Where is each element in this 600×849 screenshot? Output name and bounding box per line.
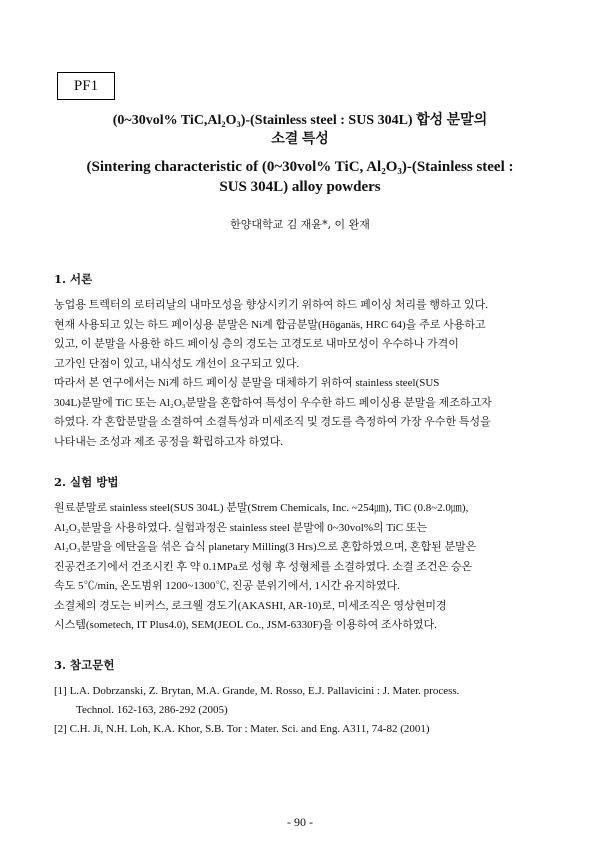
section-1-line: 있고, 이 분말을 사용한 하드 페이싱 층의 경도는 고경도로 내마모성이 우수하나 가격이	[54, 338, 459, 350]
korean-title	[40, 111, 560, 149]
english-title-line-2: SUS 304L) alloy powders	[219, 179, 381, 195]
section-2-line: 원료분말로 stainless steel(SUS 304L) 분말(Strem Chemicals, Inc. ~254㎛), TiC (0.8~2.0㎛),	[54, 502, 469, 514]
section-1-body	[54, 296, 554, 452]
reference-item: [1] L.A. Dobrzanski, Z. Brytan, M.A. Grande, M. Rosso, E.J. Pallavicini : J. Mater. process.	[54, 685, 460, 697]
section-2-line: Al₂O₃분말을 사용하였다. 실험과정은 stainless steel 분말에 0~30vol%의 TiC 또는	[54, 521, 428, 534]
section-1-line: 304L)분말에 TiC 또는 Al₂O₃분말을 혼합하여 특성이 우수한 하드 페이싱용 분말을 제조하고자	[54, 396, 492, 409]
section-2-line: Al₂O₃분말을 에탄올을 섞은 습식 planetary Milling(3 Hrs)으로 혼합하였으며, 혼합된 분말은	[54, 541, 477, 553]
section-2-line: 진공건조기에서 건조시킨 후 약 0.1MPa로 성형 후 성형체를 소결하였다. 소결 조건은 승온	[54, 560, 473, 573]
section-2-line: 속도 5℃/min, 온도범위 1200~1300℃, 진공 분위기에서, 1시간 유지하였다.	[54, 580, 400, 592]
section-2-line: 소결체의 경도는 비커스, 로크웰 경도기(AKASHI, AR-10)로, 미세조직은 영상현미경	[54, 599, 447, 612]
section-1-heading: 1. 서론	[54, 272, 93, 286]
section-1-line: 현재 사용되고 있는 하드 페이싱용 분말은 Ni계 합금분말(Höganäs, HRC 64)을 주로 사용하고	[54, 318, 486, 331]
references-list	[54, 682, 554, 739]
section-2-heading: 2. 실험 방법	[54, 475, 119, 489]
section-2-body	[54, 499, 554, 636]
section-3-heading: 3. 참고문헌	[54, 658, 115, 672]
section-1-line: 나타내는 조성과 제조 공정을 확립하고자 하였다.	[54, 435, 284, 448]
section-1-line: 따라서 본 연구에서는 Ni계 하드 페이싱 분말을 대체하기 위하여 stainless steel(SUS	[54, 377, 440, 389]
page-number: - 90 -	[287, 815, 313, 829]
english-title-line-1: (Sintering characteristic of (0~30vol% TiC, Al₂O₃)-(Stainless steel :	[86, 159, 514, 175]
section-1-line: 농업용 트렉터의 로터리날의 내마모성을 향상시키기 위하여 하드 페이싱 처리를 행하고 있다.	[54, 299, 489, 311]
korean-title-line-1: (0~30vol% TiC,Al₂O₃)-(Stainless steel : SUS 304L) 합성 분말의	[112, 113, 488, 128]
reference-item: [2] C.H. Ji, N.H. Loh, K.A. Khor, S.B. Tor : Mater. Sci. and Eng. A311, 74-82 (2001)	[54, 723, 430, 735]
authors: 한양대학교 김 재윤*, 이 완재	[230, 218, 370, 231]
section-1-line: 고가인 단점이 있고, 내식성도 개선이 요구되고 있다.	[54, 357, 300, 370]
section-2-line: 시스템(sometech, IT Plus4.0), SEM(JEOL Co., JSM-6330F)을 이용하여 조사하였다.	[54, 619, 437, 631]
english-title	[40, 157, 560, 197]
section-1-line: 하였다. 각 혼합분말을 소결하여 소결특성과 미세조직 및 경도를 측정하여 가장 우수한 특성을	[54, 416, 491, 428]
reference-item-continuation: Technol. 162-163, 286-292 (2005)	[76, 704, 228, 716]
paper-code-box: PF1	[57, 72, 115, 100]
korean-title-line-2: 소결 특성	[271, 132, 329, 147]
